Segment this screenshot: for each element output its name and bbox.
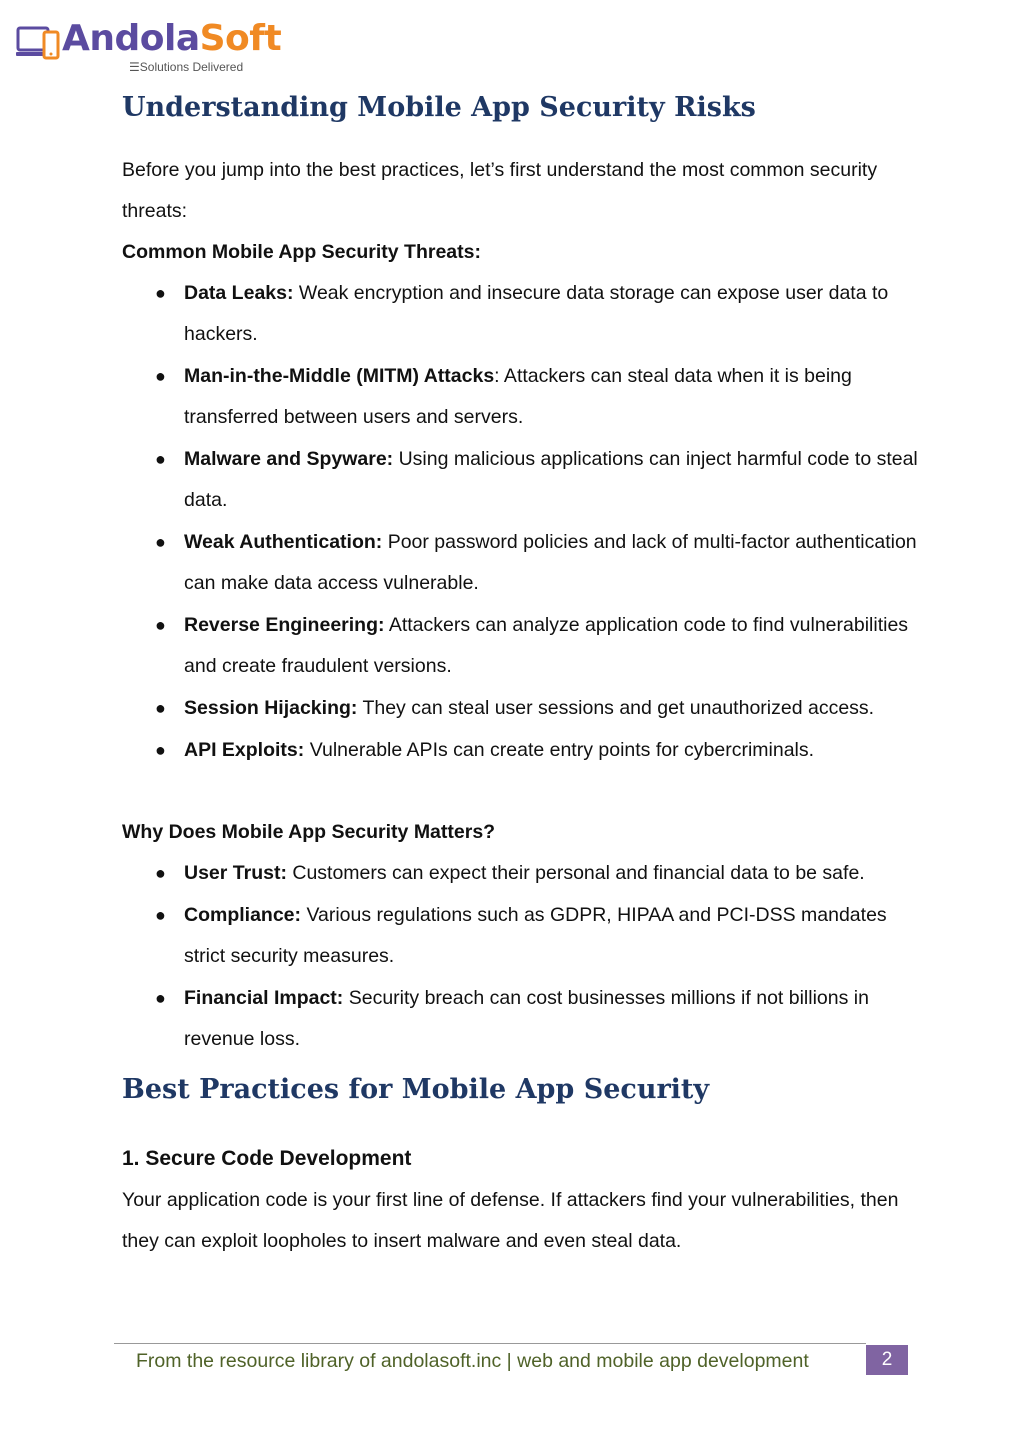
- list-item-text: Weak encryption and insecure data storage can expose user data to hackers.: [184, 282, 889, 345]
- spacer: [122, 772, 922, 812]
- bullet-icon: ●: [155, 905, 166, 925]
- bullet-icon: ●: [155, 532, 166, 552]
- list-item-term: Compliance:: [184, 904, 302, 926]
- page-number-badge: 2: [866, 1345, 908, 1375]
- list-item: [155, 978, 922, 1060]
- list-item: [155, 273, 922, 355]
- list-item-term: API Exploits:: [184, 739, 305, 761]
- list-item-text: Security breach can cost businesses millions if not billions in revenue loss.: [184, 987, 869, 1050]
- section-heading-risks: Understanding Mobile App Security Risks: [122, 92, 756, 123]
- threats-list: [122, 273, 922, 771]
- bullet-icon: ●: [155, 698, 166, 718]
- list-item-text: Using malicious applications can inject harmful code to steal data.: [184, 448, 918, 511]
- list-item: [155, 439, 922, 521]
- logo-tagline: [129, 60, 243, 74]
- list-item-text: Poor password policies and lack of multi-factor authentication can make data access vulnerable.: [184, 531, 917, 594]
- bullet-icon: ●: [155, 740, 166, 760]
- list-item-term: User Trust:: [184, 862, 287, 884]
- logo-brand-part2: Soft: [199, 18, 282, 59]
- list-item-text: Customers can expect their personal and financial data to be safe.: [286, 862, 865, 884]
- logo-brand: [62, 18, 281, 59]
- list-item-term: Malware and Spyware:: [184, 448, 394, 470]
- list-item: [155, 688, 922, 729]
- list-item: [155, 356, 922, 438]
- bullet-icon: ●: [155, 449, 166, 469]
- list-item-text: They can steal user sessions and get unauthorized access.: [357, 697, 875, 719]
- list-item: [155, 522, 922, 604]
- list-item-text: Various regulations such as GDPR, HIPAA and PCI-DSS mandates strict security measures.: [184, 904, 887, 967]
- list-item: [155, 853, 922, 894]
- footer-text: From the resource library of andolasoft.inc | web and mobile app development: [136, 1350, 809, 1372]
- list-item: [155, 895, 922, 977]
- bullet-icon: ●: [155, 988, 166, 1008]
- bullet-icon: ●: [155, 615, 166, 635]
- list-item-term: Man-in-the-Middle (MITM) Attacks: [184, 365, 495, 387]
- why-subheading: Why Does Mobile App Security Matters?: [122, 821, 496, 843]
- andolasoft-logo: [16, 18, 282, 78]
- section-heading-best-practices: Best Practices for Mobile App Security: [122, 1074, 710, 1105]
- list-item-term: Session Hijacking:: [184, 697, 358, 719]
- logo-tagline-text: Solutions Delivered: [139, 60, 244, 74]
- intro-paragraph: Before you jump into the best practices, let’s first understand the most common security threats:: [122, 159, 878, 222]
- bullet-icon: ●: [155, 366, 166, 386]
- logo-brand-part1: Andola: [62, 18, 200, 59]
- page-content: [122, 88, 922, 1262]
- list-item-text: Attackers can analyze application code to find vulnerabilities and create fraudulent versions.: [184, 614, 909, 677]
- devices-icon: [16, 22, 62, 62]
- list-item-term: Financial Impact:: [184, 987, 344, 1009]
- reasons-list: [122, 853, 922, 1060]
- list-item-term: Weak Authentication:: [184, 531, 383, 553]
- menu-lines-icon: ☰: [129, 60, 140, 74]
- list-item-text: Vulnerable APIs can create entry points for cybercriminals.: [304, 739, 815, 761]
- bullet-icon: ●: [155, 863, 166, 883]
- list-item: [155, 605, 922, 687]
- secure-code-heading: 1. Secure Code Development: [122, 1147, 412, 1170]
- list-item-term: Data Leaks:: [184, 282, 294, 304]
- list-item: [155, 730, 922, 771]
- footer-divider: [114, 1343, 866, 1344]
- list-item-term: Reverse Engineering:: [184, 614, 385, 636]
- list-item-text: : Attackers can steal data when it is being transferred between users and servers.: [184, 365, 852, 428]
- threats-subheading: Common Mobile App Security Threats:: [122, 241, 481, 263]
- secure-code-paragraph: Your application code is your first line of defense. If attackers find your vulnerabilities, then they can exploit loopholes to insert malware and even steal data.: [122, 1189, 899, 1252]
- bullet-icon: ●: [155, 283, 166, 303]
